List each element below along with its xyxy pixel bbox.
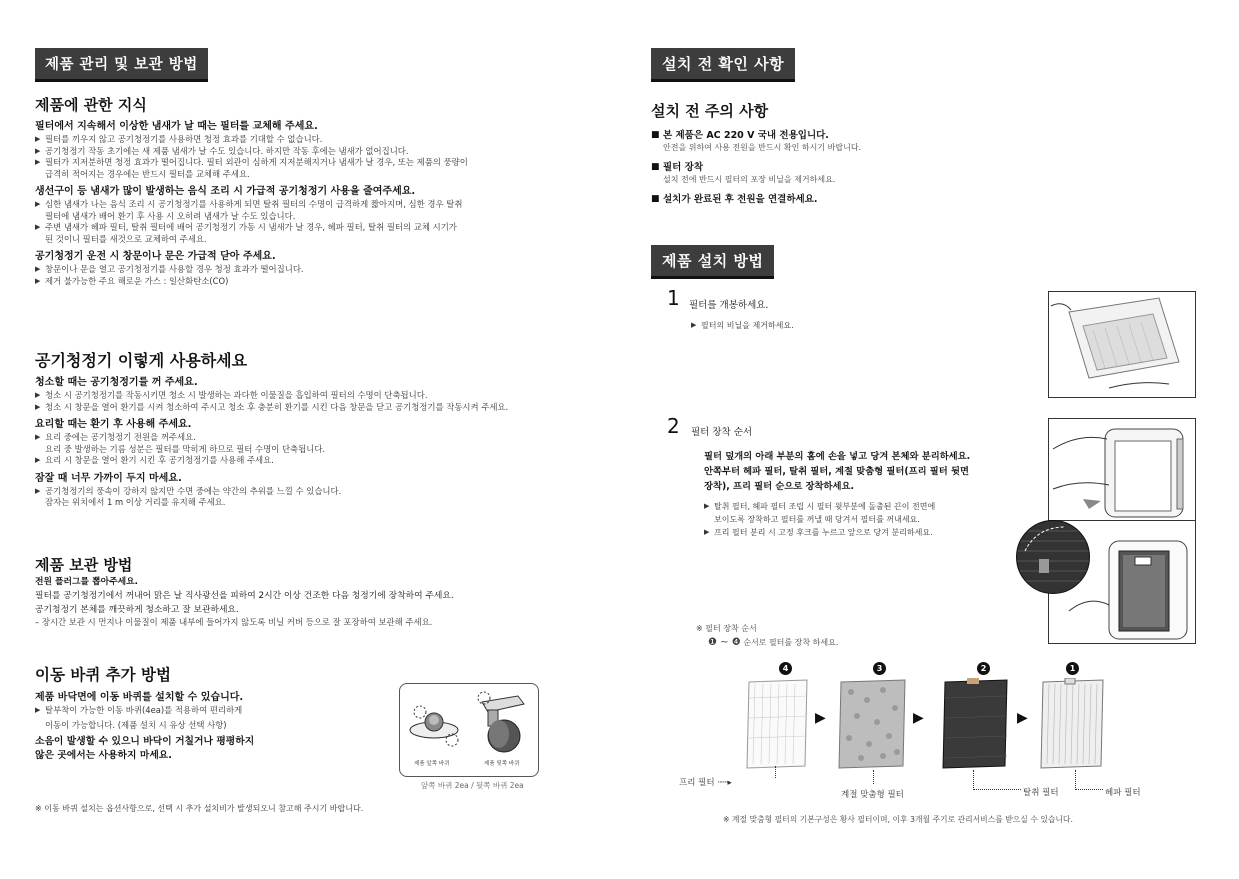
usage-bullet: ▶ 청소 시 공기청정기를 작동시키면 청소 시 발생하는 과다한 이물질을 흡입하여 필터의 수명이 단축됩니다. (35, 390, 595, 402)
wheel-note: ※ 이동 바퀴 설치는 옵션사항으로, 선택 시 추가 설치비가 발생되오니 참고해 주시기 바랍니다. (35, 804, 364, 813)
step1-number: 1 (667, 286, 680, 310)
seasonal-filter-image (837, 678, 909, 774)
filter-unwrap-illustration (1049, 292, 1195, 397)
step1-image (1048, 291, 1196, 398)
step2-image-top (1048, 418, 1196, 521)
pre-filter-image (743, 678, 811, 774)
knowledge-bullet: ▶ 필터가 지저분하면 청정 효과가 떨어집니다. 필터 외관이 심하게 지저분해지거나 냄새가 날 경우, 또는 제품의 풍량이 (35, 157, 595, 169)
leader-line (775, 766, 776, 778)
knowledge-bullet: ▶ 제거 불가능한 주요 해로운 가스 : 일산화탄소(CO) (35, 276, 595, 288)
step1-bullet: ▶ 필터의 비닐을 제거하세요. (691, 320, 794, 332)
step2-title: 필터 장착 순서 (691, 427, 753, 438)
usage-section (35, 340, 595, 509)
label-pre-filter-text: 프리 필터 (679, 778, 715, 788)
usage-bullet: ▶ 청소 시 창문을 열어 환기를 시켜 청소하여 주시고 청소 후 충분히 환기를 시킨 다음 창문을 닫고 공기청정기를 작동시켜 주세요. (35, 402, 595, 414)
usage-bullet-cont: 잠자는 위치에서 1 m 이상 거리를 유지해 주세요. (45, 497, 226, 507)
leader-line (873, 770, 874, 784)
usage-sub3: 잠잘 때 너무 가까이 두지 마세요. (35, 472, 182, 484)
step2-para: 장착), 프리 필터 순으로 장착하세요. (704, 481, 854, 492)
order-note-text (696, 637, 838, 648)
label-pre-filter: 프리 필터 ······▸ (679, 778, 731, 788)
wheel-warning: 소음이 발생할 수 있으니 바닥이 거칠거나 평평하지 (35, 736, 255, 747)
knowledge-bullet-cont: 된 것이니 필터를 새것으로 교체하여 주세요. (45, 233, 207, 244)
storage-title: 제품 보관 방법 (35, 556, 133, 574)
usage-bullet: ▶ 요리 시 창문을 열어 환기 시킨 후 공기청정기를 사용해 주세요. (35, 455, 595, 467)
usage-bullet: ▶ 공기청정기의 풍속이 강하지 않지만 수면 중에는 약간의 추위를 느낄 수 있습니다. (35, 486, 595, 498)
order-range: ❶ ~ ❹ (708, 637, 741, 648)
seasonal-filter-illustration (837, 678, 909, 770)
wheel-title: 이동 바퀴 추가 방법 (35, 666, 171, 684)
step2-number: 2 (667, 414, 680, 438)
usage-bullet: ▶ 요리 중에는 공기청정기 전원을 꺼주세요. (35, 432, 595, 444)
storage-line: 필터를 공기청정기에서 꺼내어 맑은 날 직사광선을 피하여 2시간 이상 건조한 다음 청정기에 장착하여 주세요. (35, 591, 454, 601)
storage-line: 전원 플러그를 뽑아주세요. (35, 577, 138, 587)
usage-bullet-cont: 요리 중 발생하는 기름 성분은 필터를 막히게 하므로 필터 수명이 단축됩니다. (45, 443, 326, 454)
wheel-caption: 앞쪽 바퀴 2ea / 뒷쪽 바퀴 2ea (421, 781, 524, 790)
precaution-title: 설치 전 주의 사항 (651, 102, 769, 120)
knowledge-sub1: 필터에서 지속해서 이상한 냄새가 날 때는 필터를 교체해 주세요. (35, 121, 318, 132)
precaution-item: ■ 설치가 완료된 후 전원을 연결하세요. (651, 193, 1211, 206)
precaution-section (651, 92, 1211, 206)
order-instruction: 순서로 필터를 장착 하세요. (743, 638, 839, 647)
section-banner-install: 제품 설치 방법 (651, 245, 774, 279)
knowledge-bullet-cont: 급격히 적어지는 경우에는 반드시 필터를 교체해 주세요. (45, 168, 250, 179)
order-number-3: 3 (873, 662, 886, 675)
wheel-warning: 않은 곳에서는 사용하지 마세요. (35, 750, 172, 761)
storage-note: – 장시간 보관 시 먼지나 이물질이 제품 내부에 들어가지 않도록 비닐 커버 등으로 잘 포장하여 보관해 주세요. (35, 617, 433, 627)
section-banner-precheck: 설치 전 확인 사항 (651, 48, 795, 82)
wheel-section (35, 655, 415, 763)
wheel-bullet: ▶ 탈부착이 가능한 이동 바퀴(4ea)를 적용하여 편리하게 (35, 705, 415, 717)
filter-cover-removal-illustration (1049, 419, 1195, 520)
pre-filter-illustration (743, 678, 811, 770)
precaution-item-sub: 안전을 위하여 사용 전원을 반드시 확인 하시기 바랍니다. (663, 143, 862, 152)
step2-para: 안쪽부터 헤파 필터, 탈취 필터, 계절 맞춤형 필터(프리 필터 뒷면 (704, 466, 969, 477)
next-arrow-icon: ▶ (913, 710, 924, 726)
precaution-item: ■ 필터 장착 (651, 161, 1211, 174)
knowledge-sub3: 공기청정기 운전 시 창문이나 문은 가급적 닫아 주세요. (35, 251, 276, 262)
step2-bullet-cont: 보이도록 장착하고 필터를 꺼낼 때 당겨서 필터를 꺼내세요. (714, 515, 920, 524)
knowledge-sub2: 생선구이 등 냄새가 많이 발생하는 음식 조리 시 가급적 공기청정기 사용을 줄여주세요. (35, 186, 416, 197)
wheel-image (399, 683, 539, 777)
knowledge-bullet-cont: 필터에 냄새가 배어 환기 후 사용 시 오히려 냄새가 날 수도 있습니다. (45, 210, 296, 221)
leader-line (1075, 770, 1103, 790)
knowledge-section (35, 86, 595, 287)
section-banner-care: 제품 관리 및 보관 방법 (35, 48, 208, 82)
storage-section (35, 546, 595, 629)
hepa-filter-image (1039, 678, 1107, 774)
left-page (35, 0, 595, 879)
next-arrow-icon: ▶ (815, 710, 826, 726)
step2-bullet: ▶ 탈취 필터, 헤파 필터 조립 시 필터 윗부분에 돌출된 끈이 전면에 (704, 500, 1054, 513)
order-note-title: ※ 필터 장착 순서 (696, 624, 757, 633)
order-footnote: ※ 계절 맞춤형 필터의 기본구성은 황사 필터이며, 이후 3개월 주기로 관리서비스를 받으실 수 있습니다. (723, 815, 1073, 824)
magnifier-detail (1016, 520, 1090, 594)
order-note (696, 623, 838, 648)
order-number-1: 1 (1066, 662, 1079, 675)
knowledge-bullet: ▶ 공기청정기 작동 초기에는 새 제품 냄새가 날 수도 있습니다. 하지만 작동 후에는 냄새가 없어집니다. (35, 146, 595, 158)
front-wheel-label: 제품 앞쪽 바퀴 (414, 761, 450, 767)
step1-title: 필터를 개봉하세요. (689, 300, 769, 311)
precaution-item: ■ 본 제품은 AC 220 V 국내 전용입니다. (651, 129, 1211, 142)
label-seasonal-filter: 계절 맞춤형 필터 (841, 790, 904, 800)
next-arrow-icon: ▶ (1017, 710, 1028, 726)
knowledge-bullet: ▶ 주변 냄새가 헤파 필터, 탈취 필터에 배어 공기청정기 가동 시 냄새가 날 경우, 헤파 필터, 탈취 필터의 교체 시기가 (35, 222, 595, 234)
label-deodorization-filter: 탈취 필터 (1023, 788, 1059, 798)
right-page (651, 0, 1211, 879)
hepa-filter-illustration (1039, 678, 1107, 770)
knowledge-bullet: ▶ 심한 냄새가 나는 음식 조리 시 공기청정기를 사용하게 되면 탈취 필터의 수명이 급격하게 짧아지며, 심한 경우 탈취 (35, 199, 595, 211)
hook-detail-illustration (1017, 521, 1090, 594)
label-hepa-filter: 헤파 필터 (1105, 788, 1141, 798)
step2-text (704, 449, 1054, 539)
rear-wheel-label: 제품 뒷쪽 바퀴 (484, 761, 520, 767)
knowledge-bullet: ▶ 필터를 끼우지 않고 공기청정기를 사용하면 청정 효과를 기대할 수 없습니다. (35, 134, 595, 146)
leader-line (973, 770, 1021, 790)
usage-sub1: 청소할 때는 공기청정기를 꺼 주세요. (35, 377, 198, 388)
knowledge-title: 제품에 관한 지식 (35, 96, 147, 114)
storage-line: 공기청정기 본체를 깨끗하게 청소하고 잘 보관하세요. (35, 605, 239, 615)
wheel-sub1: 제품 바닥면에 이동 바퀴를 설치할 수 있습니다. (35, 692, 244, 703)
deodorization-filter-image (941, 678, 1011, 774)
knowledge-bullet: ▶ 창문이나 문을 열고 공기청정기를 사용할 경우 청정 효과가 떨어집니다. (35, 264, 595, 276)
usage-sub2: 요리할 때는 환기 후 사용해 주세요. (35, 419, 192, 430)
order-number-2: 2 (977, 662, 990, 675)
usage-title: 공기청정기 이렇게 사용하세요 (35, 351, 248, 370)
wheel-bullet-cont: 이동이 가능합니다. (제품 설치 시 유상 선택 사항) (45, 719, 227, 730)
step2-bullet: ▶ 프리 필터 분리 시 고정 후크를 누르고 앞으로 당겨 분리하세요. (704, 526, 1054, 539)
deodorization-filter-illustration (941, 678, 1011, 770)
order-number-4: 4 (779, 662, 792, 675)
precaution-item-sub: 설치 전에 반드시 필터의 포장 비닐을 제거하세요. (663, 175, 836, 184)
step2-para: 필터 덮개의 아래 부분의 홈에 손을 넣고 당겨 본체와 분리하세요. (704, 451, 971, 462)
